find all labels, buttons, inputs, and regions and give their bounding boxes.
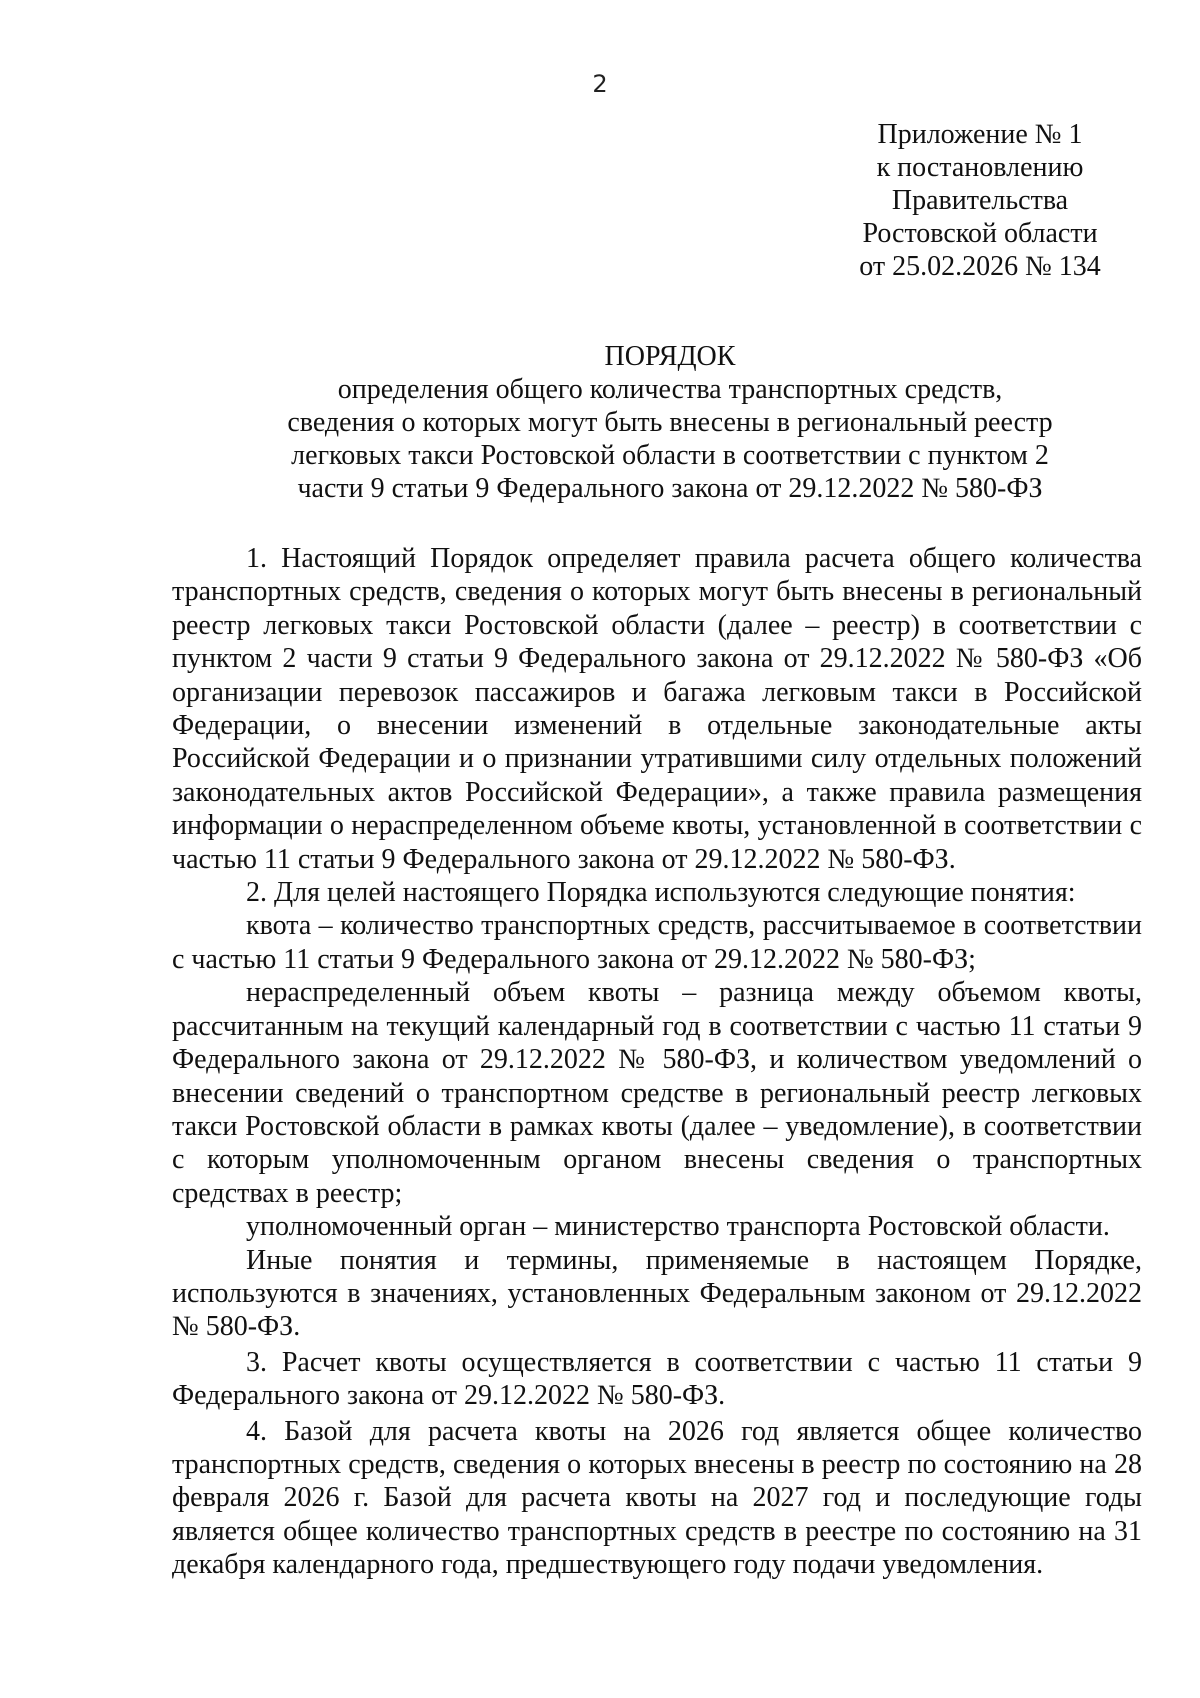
appendix-line: Правительства [891, 185, 1069, 216]
document-subtitle-line: части 9 статьи 9 Федерального закона от 29.12.2022 № 580-ФЗ [297, 473, 1043, 504]
paragraph-3: 3. Расчет квоты осуществляется в соответствии с частью 11 статьи 9 Федерального закона от 29.12.2022 № 580-ФЗ. [172, 1346, 1142, 1412]
definition-quota: квота – количество транспортных средств, рассчитываемое в соответствии с частью 11 статьи 9 Федерального закона от 29.12.2022 № 580-ФЗ; [172, 910, 1142, 975]
page-number: 2 [592, 70, 608, 98]
appendix-line: от 25.02.2026 № 134 [859, 251, 1101, 282]
appendix-block [840, 118, 1120, 283]
document-title: ПОРЯДОК [604, 341, 736, 372]
document-body [172, 542, 1142, 1582]
paragraph-2: 2. Для целей настоящего Порядка используются следующие понятия: [246, 877, 1076, 909]
paragraph-other-terms: Иные понятия и термины, применяемые в настоящем Порядке, используются в значениях, установленных Федеральным законом от 29.12.2022 № 580-ФЗ. [172, 1244, 1142, 1343]
paragraph-4: 4. Базой для расчета квоты на 2026 год является общее количество транспортных средств, сведения о которых внесены в реестр по состоянию на 28 февраля 2026 г. Базой для расчета квоты на 2027 год и последующие годы является общее количество транспортных средств в реестре по состоянию на 31 декабря календарного года, предшествующего году подачи уведомления. [172, 1415, 1142, 1581]
document-title-block [170, 340, 1170, 505]
appendix-line: Приложение № 1 [877, 119, 1083, 150]
paragraph-1: 1. Настоящий Порядок определяет правила расчета общего количества транспортных средств, сведения о которых могут быть внесены в региональный реестр легковых такси Ростовской области (далее – реестр) в соответствии с пунктом 2 части 9 статьи 9 Федерального закона от 29.12.2022 № 580-ФЗ «Об организации перевозок пассажиров и багажа легковым такси в Российской Федерации, о внесении изменений в отдельные законодательные акты Российской Федерации и о признании утратившими силу отдельных положений законодательных актов Российской Федерации», а также правила размещения информации о нераспределенном объеме квоты, установленной в соответствии с частью 11 статьи 9 Федерального закона от 29.12.2022 № 580-ФЗ. [172, 543, 1142, 875]
document-subtitle-line: сведения о которых могут быть внесены в региональный реестр [287, 407, 1053, 438]
definition-unallocated-quota: нераспределенный объем квоты – разница между объемом квоты, рассчитанным на текущий календарный год в соответствии с частью 11 статьи 9 Федерального закона от 29.12.2022 № 580-ФЗ, и количеством уведомлений о внесении сведений о транспортном средстве в региональный реестр легковых такси Ростовской области в рамках квоты (далее – уведомление), в соответствии с которым уполномоченным органом внесены сведения о транспортных средствах в реестр; [172, 977, 1142, 1209]
definition-authorized-body: уполномоченный орган – министерство транспорта Ростовской области. [246, 1211, 1110, 1243]
document-subtitle-line: легковых такси Ростовской области в соответствии с пунктом 2 [291, 440, 1049, 471]
appendix-line: Ростовской области [862, 218, 1098, 249]
document-subtitle-line: определения общего количества транспортных средств, [337, 374, 1003, 405]
appendix-line: к постановлению [876, 152, 1084, 183]
